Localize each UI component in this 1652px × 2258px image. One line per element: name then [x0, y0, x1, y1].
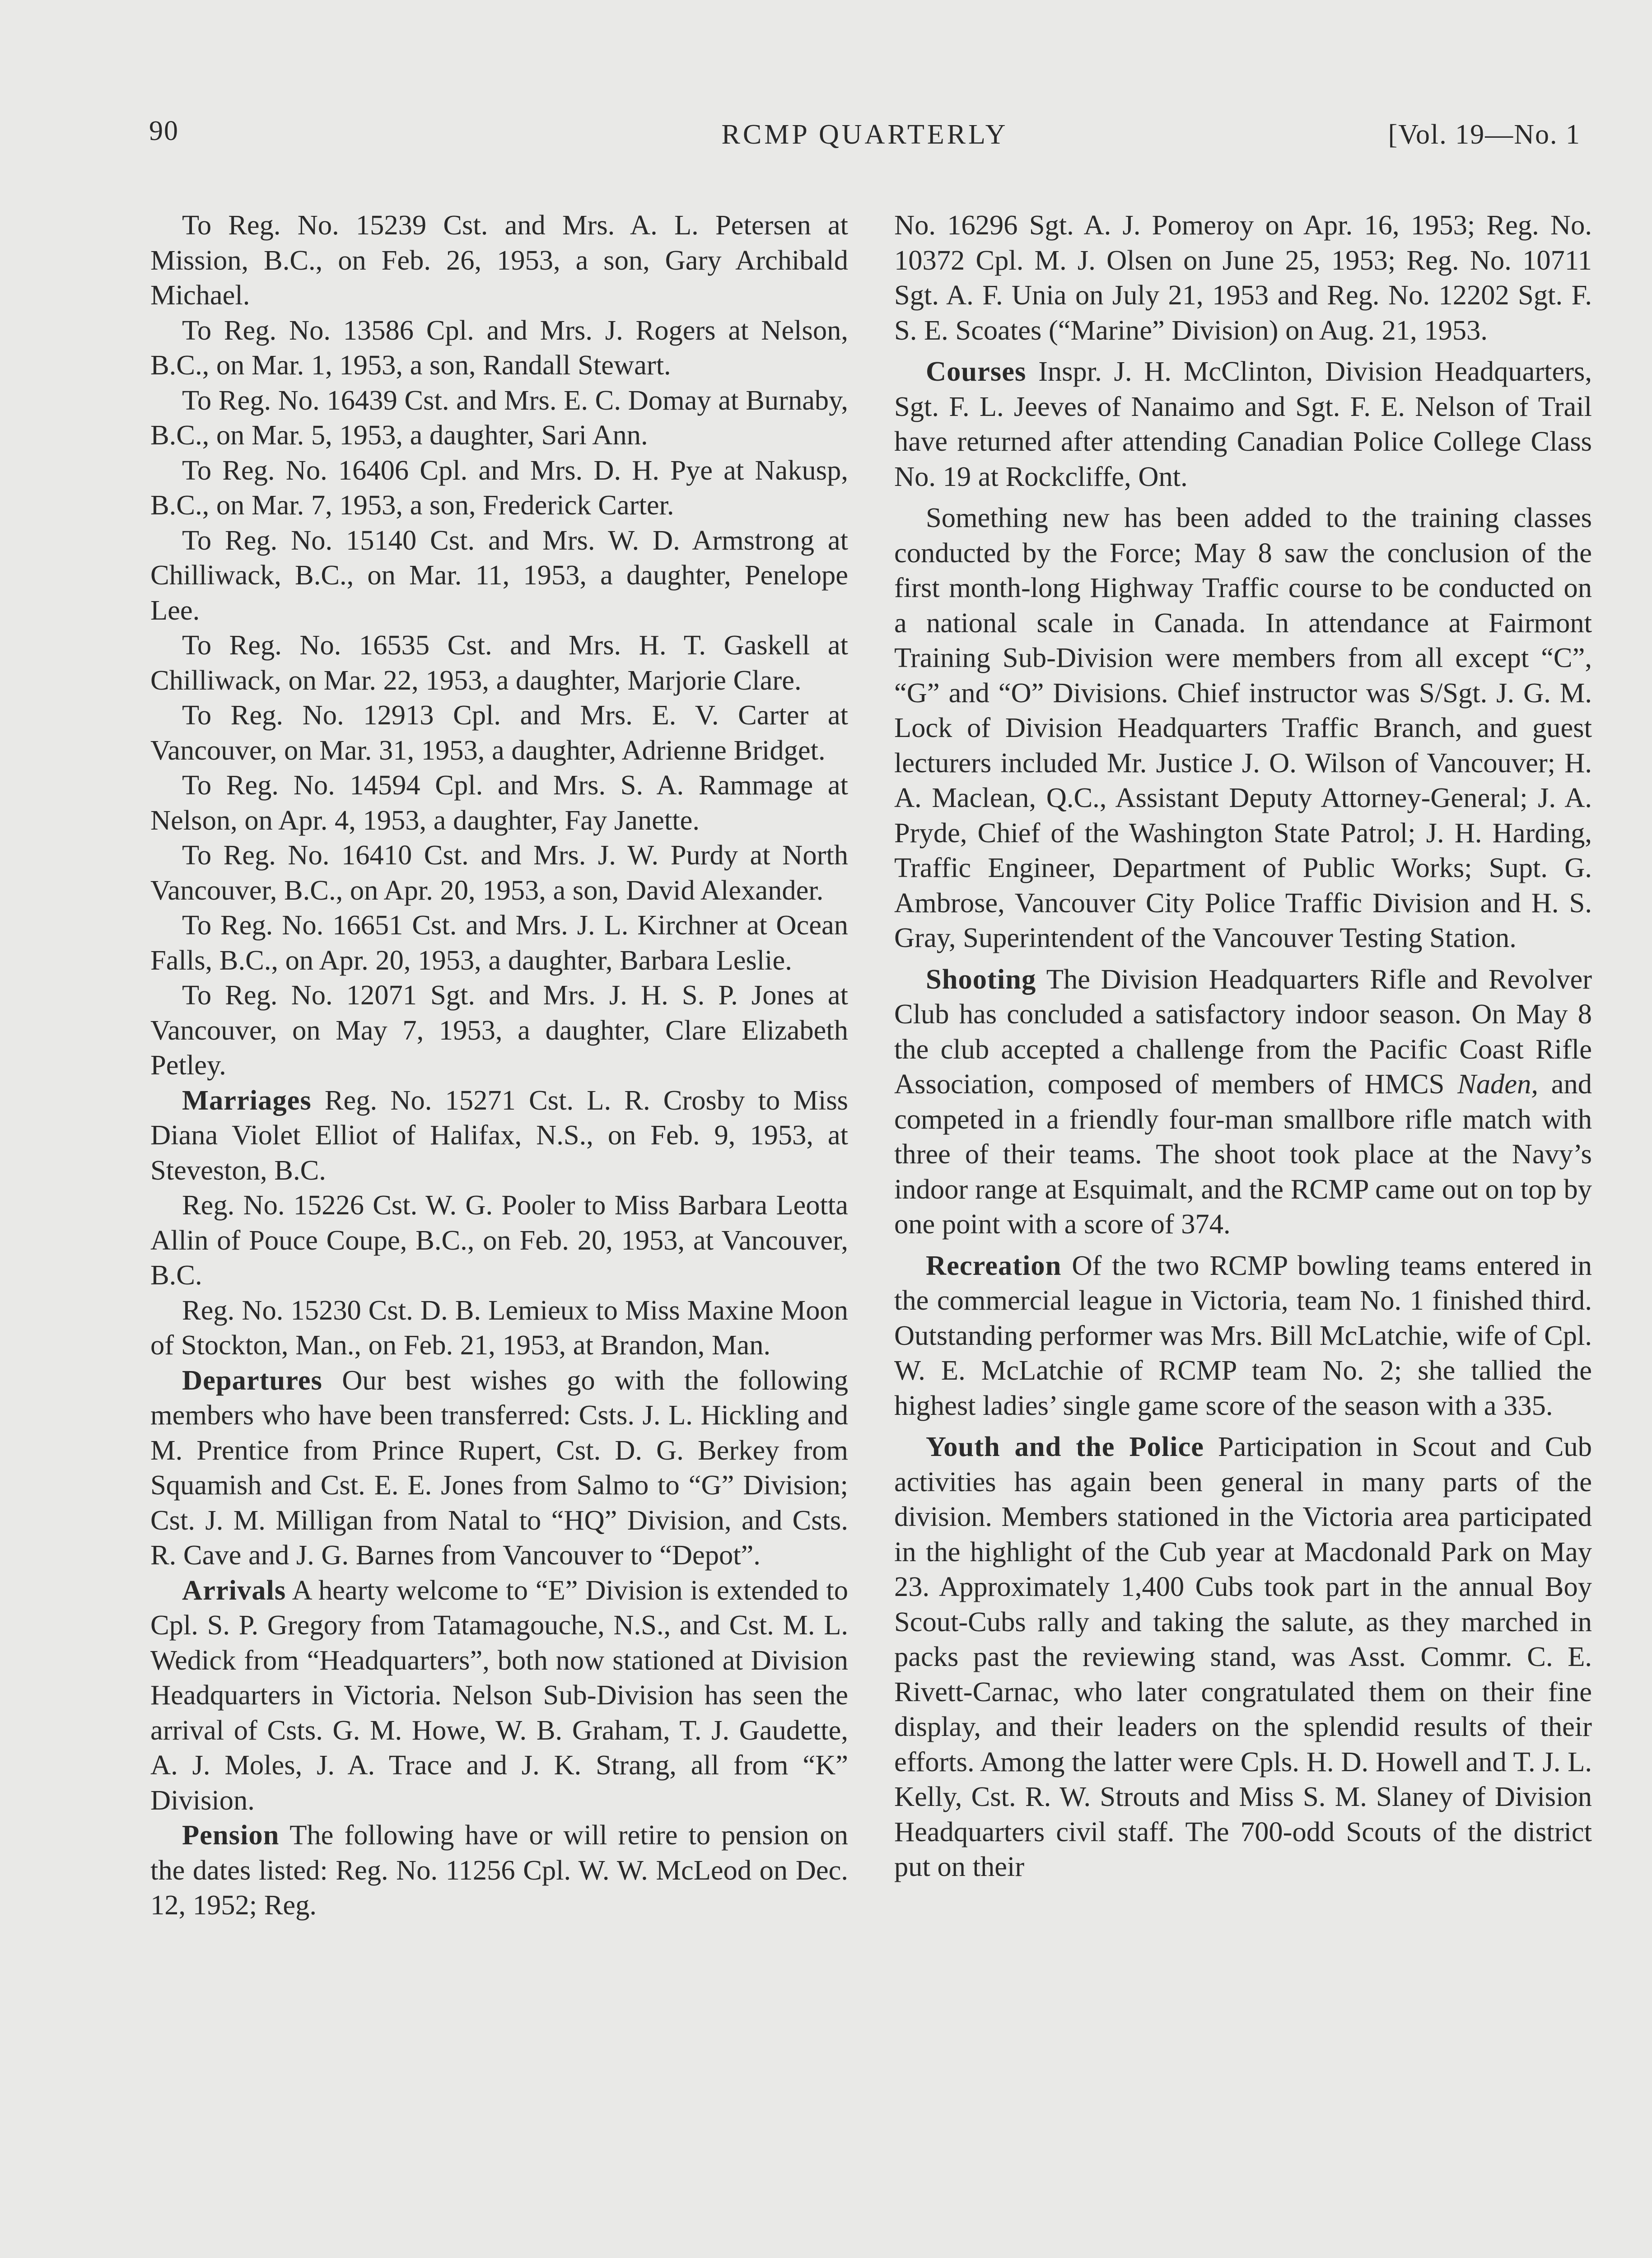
marriage-notice: Reg. No. 15230 Cst. D. B. Lemieux to Miss Maxine Moon of Stockton, Man., on Feb. 21, 1953, at Brandon, Man.	[150, 1294, 848, 1361]
training-paragraph: Something new has been added to the training classes conducted by the Force; May 8 saw the conclusion of the first month-long Highway Traffic course to be conducted on a national scale in Canada. In attendance at Fairmont Training Sub-Division were members from all except “C”, “G” and “O” Divisions. Chief instructor was S/Sgt. J. G. M. Lock of Division Headquarters Traffic Branch, and guest lecturers included Mr. Justice J. O. Wilson of Vancouver; H. A. Maclean, Q.C., Assistant Deputy Attorney-General; J. A. Pryde, Chief of the Washington State Patrol; J. H. Harding, Traffic Engineer, Department of Public Works; Supt. G. Ambrose, Vancouver City Police Traffic Division and H. S. Gray, Superintendent of the Vancouver Testing Station.	[894, 502, 1592, 953]
youth-heading: Youth and the Police	[926, 1431, 1204, 1462]
marriages-section	[150, 1083, 848, 1188]
youth-section	[894, 1429, 1592, 1885]
volume-label: [Vol. 19—No. 1	[1388, 119, 1581, 150]
birth-notice: To Reg. No. 15140 Cst. and Mrs. W. D. Armstrong at Chilliwack, B.C., on Mar. 11, 1953, a daughter, Penelope Lee.	[150, 524, 848, 626]
right-column	[894, 208, 1592, 1885]
birth-notice: To Reg. No. 13586 Cpl. and Mrs. J. Rogers at Nelson, B.C., on Mar. 1, 1953, a son, Randall Stewart.	[150, 314, 848, 381]
shooting-text-cont: and competed in a friendly four-man smallbore rifle match with three of their teams. The shoot took place at the Navy’s indoor range at Esquimalt, and the RCMP came out on top by one point with a score of 374.	[894, 1068, 1592, 1240]
pension-section	[150, 1818, 848, 1923]
recreation-text: Of the two RCMP bowling teams entered in the commercial league in Victoria, team No. 1 finished third. Outstanding performer was Mrs. Bill McLatchie, wife of Cpl. W. E. McLatchie of RCMP team No. 2; she tallied the highest ladies’ single game score of the season with a 335.	[894, 1249, 1592, 1421]
courses-text: Inspr. J. H. McClinton, Division Headquarters, Sgt. F. L. Jeeves of Nanaimo and Sgt. F. E. Nelson of Trail have returned after attending Canadian Police College Class No. 19 at Rockcliffe, Ont.	[894, 355, 1592, 492]
marriage-notice: Reg. No. 15226 Cst. W. G. Pooler to Miss Barbara Leotta Allin of Pouce Coupe, B.C., on Feb. 20, 1953, at Vancouver, B.C.	[150, 1189, 848, 1291]
birth-notice: To Reg. No. 15239 Cst. and Mrs. A. L. Petersen at Mission, B.C., on Feb. 26, 1953, a son, Gary Archibald Michael.	[150, 209, 848, 311]
page-header	[149, 115, 1581, 156]
shooting-section	[894, 962, 1592, 1242]
arrivals-section	[150, 1573, 848, 1818]
departures-heading: Departures	[182, 1364, 322, 1396]
marriages-heading: Marriages	[182, 1084, 312, 1116]
journal-title: RCMP QUARTERLY	[721, 119, 1008, 150]
birth-notice: To Reg. No. 16535 Cst. and Mrs. H. T. Gaskell at Chilliwack, on Mar. 22, 1953, a daughter, Marjorie Clare.	[150, 629, 848, 696]
left-column	[150, 208, 848, 1923]
ship-name: Naden,	[1457, 1068, 1538, 1100]
youth-text: Participation in Scout and Cub activities has again been general in many parts of the division. Members stationed in the Victoria area participated in the highlight of the Cub year at Macdonald Park on May 23. Approximately 1,400 Cubs took part in the annual Boy Scout-Cubs rally and taking the salute, as they marched in packs past the reviewing stand, was Asst. Commr. C. E. Rivett-Carnac, who later congratulated them on their fine display, and their leaders on the splendid results of their efforts. Among the latter were Cpls. H. D. Howell and T. J. L. Kelly, Cst. R. W. Strouts and Miss S. M. Slaney of Division Headquarters civil staff. The 700-odd Scouts of the district put on their	[894, 1431, 1592, 1882]
birth-notice: To Reg. No. 12071 Sgt. and Mrs. J. H. S. P. Jones at Vancouver, on May 7, 1953, a daughter, Clare Elizabeth Petley.	[150, 979, 848, 1081]
arrivals-text: A hearty welcome to “E” Division is extended to Cpl. S. P. Gregory from Tatamagouche, N.S., and Cst. M. L. Wedick from “Headquarters”, both now stationed at Division Headquarters in Victoria. Nelson Sub-Division has seen the arrival of Csts. G. M. Howe, W. B. Graham, T. J. Gaudette, A. J. Moles, J. A. Trace and J. K. Strang, all from “K” Division.	[150, 1574, 848, 1816]
recreation-heading: Recreation	[926, 1249, 1062, 1281]
birth-notice: To Reg. No. 16410 Cst. and Mrs. J. W. Purdy at North Vancouver, B.C., on Apr. 20, 1953, a son, David Alexander.	[150, 839, 848, 906]
shooting-heading: Shooting	[926, 963, 1036, 995]
recreation-section	[894, 1248, 1592, 1423]
pension-heading: Pension	[182, 1819, 280, 1851]
courses-heading: Courses	[926, 355, 1027, 387]
page-number: 90	[149, 116, 179, 146]
pension-text: The following have or will retire to pension on the dates listed: Reg. No. 11256 Cpl. W. W. McLeod on Dec. 12, 1952; Reg.	[150, 1819, 848, 1921]
birth-notice: To Reg. No. 16406 Cpl. and Mrs. D. H. Pye at Nakusp, B.C., on Mar. 7, 1953, a son, Frederick Carter.	[150, 454, 848, 521]
arrivals-heading: Arrivals	[182, 1574, 286, 1606]
marriage-notice: Reg. No. 15271 Cst. L. R. Crosby to Miss Diana Violet Elliot of Halifax, N.S., on Feb. 9, 1953, at Steveston, B.C.	[150, 1084, 849, 1186]
shooting-text: The Division Headquarters Rifle and Revolver Club has concluded a satisfactory indoor season. On May 8 the club accepted a challenge from the Pacific Coast Rifle Association, composed of members of HMCS	[894, 963, 1592, 1100]
birth-notice: To Reg. No. 16439 Cst. and Mrs. E. C. Domay at Burnaby, B.C., on Mar. 5, 1953, a daughter, Sari Ann.	[150, 384, 848, 451]
courses-section	[894, 354, 1592, 494]
departures-text: Our best wishes go with the following members who have been transferred: Csts. J. L. Hickling and M. Prentice from Prince Rupert, Cst. D. G. Berkey from Squamish and Cst. E. E. Jones from Salmo to “G” Division; Cst. J. M. Milligan from Natal to “HQ” Division, and Csts. R. Cave and J. G. Barnes from Vancouver to “Depot”.	[150, 1364, 849, 1571]
departures-section	[150, 1363, 848, 1573]
birth-notice: To Reg. No. 14594 Cpl. and Mrs. S. A. Rammage at Nelson, on Apr. 4, 1953, a daughter, Fay Janette.	[150, 769, 848, 836]
pension-continued: No. 16296 Sgt. A. J. Pomeroy on Apr. 16, 1953; Reg. No. 10372 Cpl. M. J. Olsen on June 25, 1953; Reg. No. 10711 Sgt. A. F. Unia on July 21, 1953 and Reg. No. 12202 Sgt. F. S. E. Scoates (“Marine” Division) on Aug. 21, 1953.	[894, 209, 1592, 346]
birth-notice: To Reg. No. 12913 Cpl. and Mrs. E. V. Carter at Vancouver, on Mar. 31, 1953, a daughter, Adrienne Bridget.	[150, 699, 848, 766]
birth-notice: To Reg. No. 16651 Cst. and Mrs. J. L. Kirchner at Ocean Falls, B.C., on Apr. 20, 1953, a daughter, Barbara Leslie.	[150, 909, 848, 976]
